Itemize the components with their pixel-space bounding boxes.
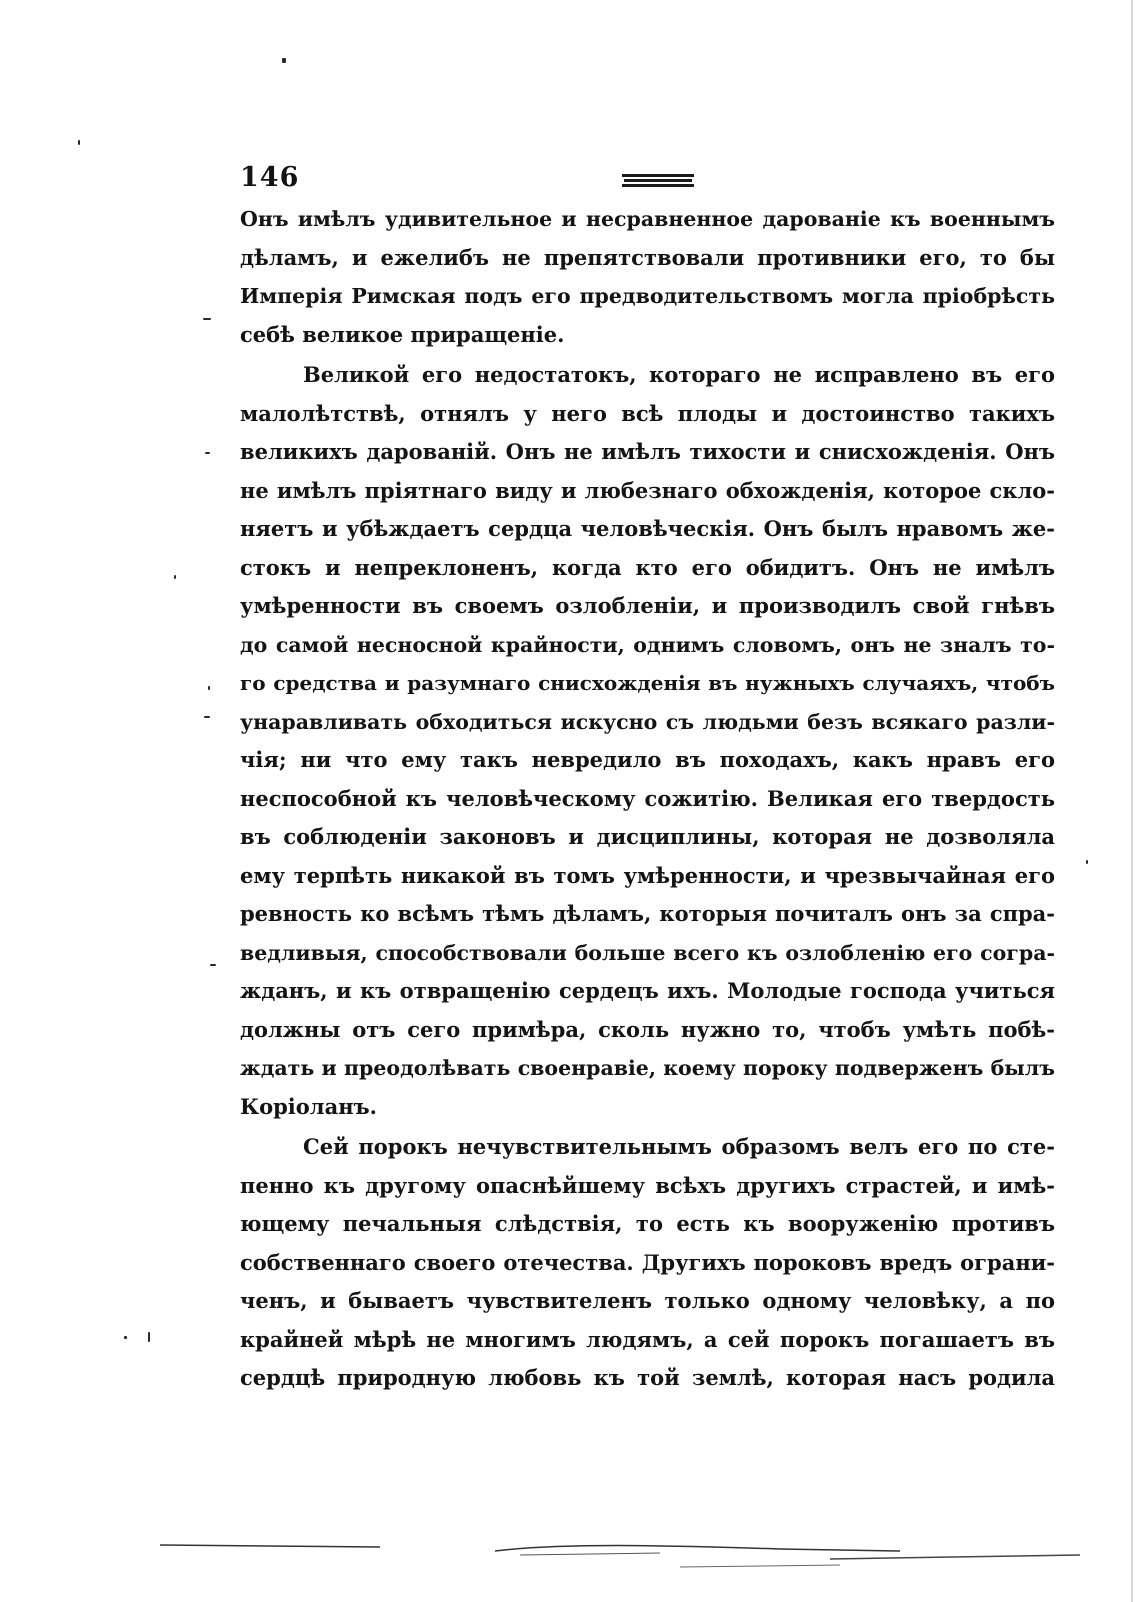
scan-speck: [282, 58, 286, 63]
scan-speck: [174, 575, 176, 579]
page-text: [240, 200, 1055, 1398]
text-line: до самой несносной крайности, однимъ словомъ, онъ не зналъ то-: [240, 632, 1055, 657]
text-line: малолѣтствѣ, отнялъ у него всѣ плоды и достоинство такихъ: [240, 400, 1055, 426]
scan-speck: [124, 1336, 127, 1339]
text-line: чія; ни что ему такъ невредило въ походахъ, какъ нравъ его: [240, 747, 1055, 772]
page-edge-shadow: [1131, 0, 1133, 1602]
running-header: [240, 160, 1055, 200]
text-line: го средства и разумнаго снисхожденія въ нужныхъ случаяхъ, чтобъ: [240, 671, 1055, 695]
scan-speck: [148, 1332, 150, 1342]
text-line: великихъ дарованій. Онъ не имѣлъ тихости и снисхожденія. Онъ: [240, 439, 1055, 464]
text-line: крайней мѣрѣ не многимъ людямъ, а сей порокъ погашаетъ въ: [240, 1326, 1055, 1352]
text-line: жданъ, и къ отвращенію сердецъ ихъ. Молодые господа учиться: [240, 978, 1055, 1003]
bottom-scan-marks: [140, 1525, 1100, 1575]
paragraph-2: [240, 356, 1055, 1126]
text-line: ждать и преодолѣвать своенравіе, коему пороку подверженъ былъ: [240, 1056, 1055, 1080]
text-line: Онъ имѣлъ удивительное и несравненное дарованіе къ военнымъ: [240, 207, 1055, 231]
text-line: ченъ, и бываетъ чувствителенъ только одному человѣку, а по: [240, 1288, 1055, 1313]
text-line: няетъ и убѣждаетъ сердца человѣческія. Онъ былъ нравомъ же-: [240, 516, 1055, 541]
scan-speck: [78, 140, 80, 145]
scan-speck: [208, 686, 210, 690]
text-line: ревность ко всѣмъ тѣмъ дѣламъ, которыя почиталъ онъ за спра-: [240, 901, 1055, 926]
text-line: пенно къ другому опаснѣйшему всѣхъ другихъ страстей, и имѣ-: [240, 1172, 1055, 1198]
text-line: умѣренности въ своемъ озлобленіи, и производилъ свой гнѣвъ: [240, 593, 1055, 618]
paragraph-3: [240, 1128, 1055, 1398]
text-line: Коріоланъ.: [240, 1093, 377, 1119]
scan-speck: [1086, 860, 1088, 864]
text-line: унаравливать обходиться искусно съ людьми безъ всякаго разли-: [240, 709, 1055, 734]
scan-speck: [204, 716, 210, 718]
text-line: Сей порокъ нечувствительнымъ образомъ велъ его по сте-: [303, 1134, 1055, 1159]
text-line: сердцѣ природную любовь къ той землѣ, которая насъ родила: [240, 1365, 1055, 1390]
text-line: стокъ и непреклоненъ, когда кто его обидитъ. Онъ не имѣлъ: [240, 554, 1055, 580]
text-line: ющему печальныя слѣдствія, то есть къ вооруженію противъ: [240, 1211, 1055, 1236]
text-line: Имперія Римская подъ его предводительствомъ могла пріобрѣсть: [240, 284, 1055, 308]
text-line: Великой его недостатокъ, котораго не исправлено въ его: [303, 362, 1055, 387]
text-line: не имѣлъ пріятнаго виду и любезнаго обхожденія, которое скло-: [240, 477, 1055, 503]
paragraph-1: [240, 200, 1055, 354]
text-line: дѣламъ, и ежелибъ не препятствовали противники его, то бы: [240, 244, 1055, 270]
text-line: ему терпѣть никакой въ томъ умѣренности, и чрезвычайная его: [240, 862, 1055, 888]
text-line: собственнаго своего отечества. Другихъ пороковъ вредъ ограни-: [240, 1249, 1055, 1275]
text-line: должны отъ сего примѣра, сколь нужно то, чтобъ умѣть побѣ-: [240, 1016, 1055, 1042]
header-ornament-rule: [622, 174, 694, 188]
scan-speck: [205, 452, 210, 454]
text-line: неспособной къ человѣческому сожитію. Великая его твердость: [240, 785, 1055, 811]
page-number: 146: [240, 162, 300, 193]
scan-speck: [203, 318, 211, 320]
text-line: ведливыя, способствовали больше всего къ озлобленію его согра-: [240, 940, 1055, 965]
text-line: въ соблюденіи законовъ и дисциплины, которая не дозволяла: [240, 824, 1055, 849]
text-line: себѣ великое приращеніе.: [240, 321, 565, 347]
scan-speck: [210, 964, 216, 966]
